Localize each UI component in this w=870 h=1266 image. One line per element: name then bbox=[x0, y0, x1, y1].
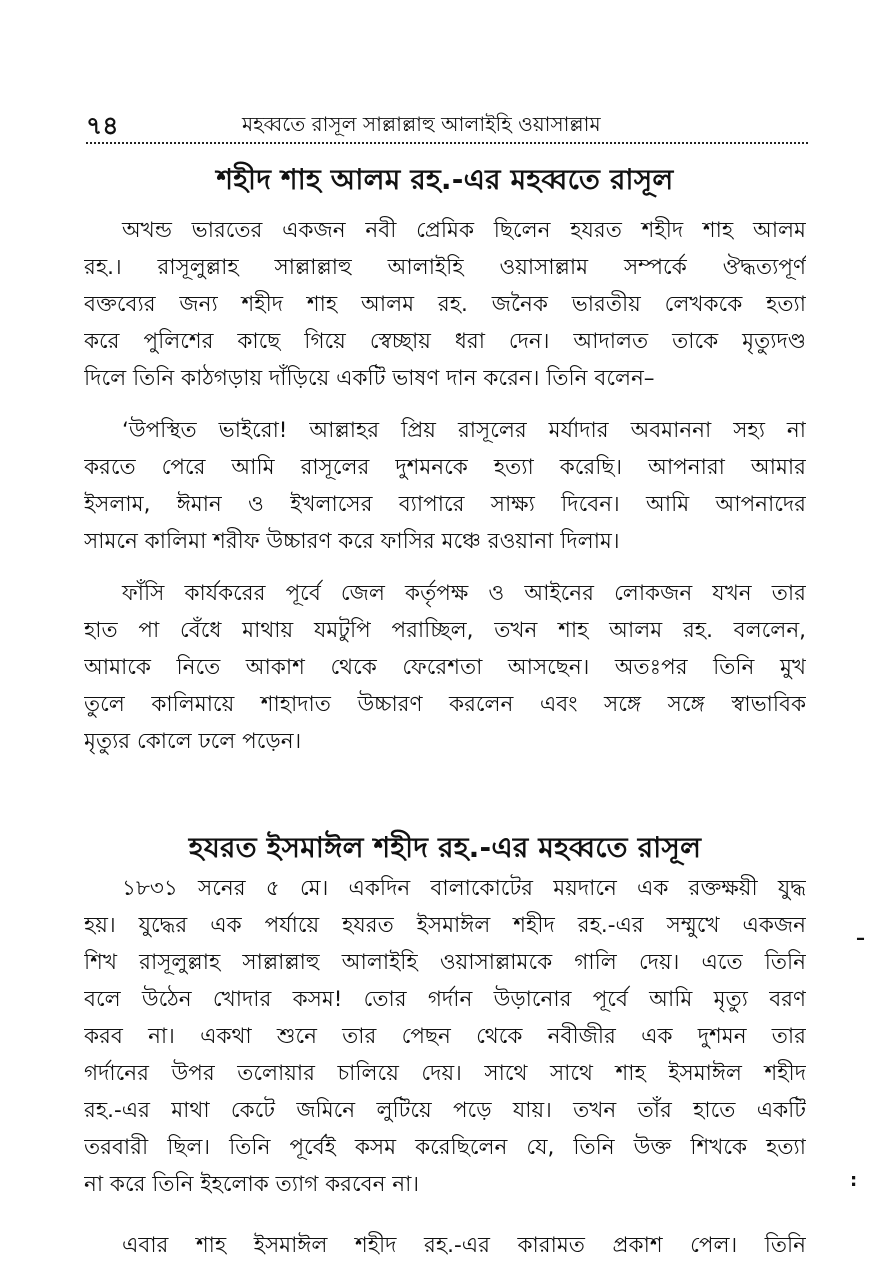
text-line: ইসলাম, ঈমান ও ইখলাসের ব্যাপারে সাক্ষ্য দিবেন। আমি আপনাদের bbox=[84, 492, 806, 517]
text-line: না করে তিনি ইহলোক ত্যাগ করবেন না। bbox=[84, 1172, 420, 1197]
text-line: রহ.-এর মাথা কেটে জমিনে লুটিয়ে পড়ে যায়। তখন তাঁর হাতে একটি bbox=[84, 1098, 806, 1123]
text-line: হয়। যুদ্ধের এক পর্যায়ে হযরত ইসমাঈল শহীদ রহ.-এর সম্মুখে একজন bbox=[84, 913, 806, 938]
text-line: অখন্ড ভারতের একজন নবী প্রেমিক ছিলেন হযরত শহীদ শাহ আলম bbox=[122, 218, 806, 243]
text-line: করে পুলিশের কাছে গিয়ে স্বেচ্ছায় ধরা দেন। আদালত তাকে মৃত্যুদণ্ড bbox=[84, 329, 806, 354]
section-heading: হযরত ইসমাঈল শহীদ রহ.-এর মহব্বতে রাসূল bbox=[188, 831, 702, 864]
paragraph bbox=[84, 1227, 806, 1264]
paragraph bbox=[84, 575, 806, 760]
text-line: সামনে কালিমা শরীফ উচ্চারণ করে ফাসির মঞ্চে রওয়ানা দিলাম। bbox=[84, 529, 620, 554]
text-line: মৃত্যুর কোলে ঢলে পড়েন। bbox=[84, 729, 302, 754]
text-line: বলে উঠেন খোদার কসম! তোর গর্দান উড়ানোর পূর্বে আমি মৃত্যু বরণ bbox=[84, 987, 806, 1012]
text-line: গর্দানের উপর তলোয়ার চালিয়ে দেয়। সাথে সাথে শাহ ইসমাঈল শহীদ bbox=[84, 1061, 806, 1086]
text-line: ১৮৩১ সনের ৫ মে। একদিন বালাকোটের ময়দানে এক রক্তক্ষয়ী যুদ্ধ bbox=[122, 876, 806, 901]
text-line: রহ.। রাসূলুল্লাহ সাল্লাল্লাহু আলাইহি ওয়াসাল্লাম সম্পর্কে ঔদ্ধত্যপূর্ণ bbox=[84, 255, 806, 280]
text-line: হাত পা বেঁধে মাথায় যমটুপি পরাচ্ছিল, তখন শাহ আলম রহ. বললেন, bbox=[84, 618, 806, 643]
page-number: ৭৪ bbox=[86, 111, 119, 140]
scan-mark: : bbox=[850, 1170, 858, 1191]
text-line: শিখ রাসূলুল্লাহ সাল্লাল্লাহু আলাইহি ওয়াসাল্লামকে গালি দেয়। এতে তিনি bbox=[84, 950, 806, 975]
section-heading: শহীদ শাহ আলম রহ.-এর মহব্বতে রাসূল bbox=[216, 163, 674, 196]
text-line: বক্তব্যের জন্য শহীদ শাহ আলম রহ. জনৈক ভারতীয় লেখককে হত্যা bbox=[84, 292, 806, 317]
text-line: এবার শাহ ইসমাঈল শহীদ রহ.-এর কারামত প্রকাশ পেল। তিনি bbox=[122, 1233, 806, 1258]
text-line: তুলে কালিমায়ে শাহাদাত উচ্চারণ করলেন এবং সঙ্গে সঙ্গে স্বাভাবিক bbox=[84, 692, 806, 717]
text-line: আমাকে নিতে আকাশ থেকে ফেরেশতা আসছেন। অতঃপর তিনি মুখ bbox=[84, 655, 806, 680]
text-line: তরবারী ছিল। তিনি পূর্বেই কসম করেছিলেন যে, তিনি উক্ত শিখকে হত্যা bbox=[84, 1135, 806, 1160]
running-header bbox=[86, 102, 808, 144]
book-title: মহব্বতে রাসূল সাল্লাল্লাহু আলাইহি ওয়াসাল্লাম bbox=[242, 112, 601, 136]
paragraph bbox=[84, 412, 806, 560]
scan-mark: – bbox=[856, 928, 865, 949]
text-line: ফাঁসি কার্যকরের পূর্বে জেল কর্তৃপক্ষ ও আইনের লোকজন যখন তার bbox=[122, 581, 806, 606]
paragraph bbox=[84, 870, 806, 1203]
text-line: ‘উপস্থিত ভাইরো! আল্লাহর প্রিয় রাসূলের মর্যাদার অবমাননা সহ্য না bbox=[122, 418, 806, 443]
text-line: করব না। একথা শুনে তার পেছন থেকে নবীজীর এক দুশমন তার bbox=[84, 1024, 806, 1049]
paragraph bbox=[84, 212, 806, 397]
text-line: দিলে তিনি কাঠগড়ায় দাঁড়িয়ে একটি ভাষণ দান করেন। তিনি বলেন– bbox=[84, 366, 655, 391]
text-line: করতে পেরে আমি রাসূলের দুশমনকে হত্যা করেছি। আপনারা আমার bbox=[84, 455, 806, 480]
